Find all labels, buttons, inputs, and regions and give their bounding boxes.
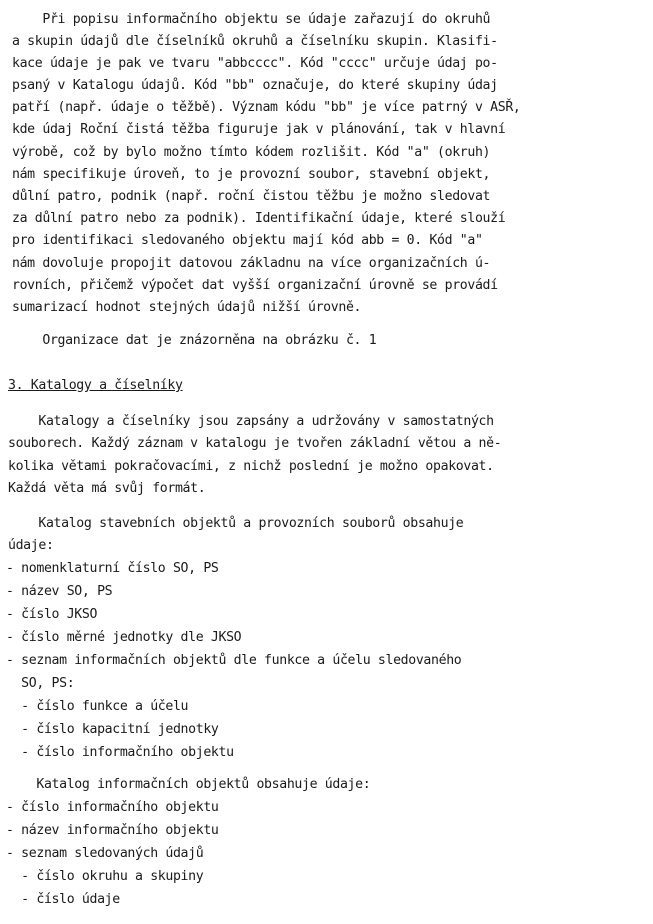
list-item: - číslo informačního objektu — [6, 800, 219, 815]
text-line: Katalog informačních objektů obsahuje údaje: — [6, 777, 371, 792]
text-line: Při popisu informačního objektu se údaje zařazují do okruhů — [12, 12, 491, 27]
list-item: - seznam informačních objektů dle funkce a účelu sledovaného — [6, 653, 462, 668]
text-line: za důlní patro nebo za podnik). Identifikační údaje, které slouží — [12, 211, 506, 226]
list-item: - číslo měrné jednotky dle JKSO — [6, 630, 242, 645]
text-line: kde údaj Roční čistá těžba figuruje jak v plánování, tak v hlavní — [12, 122, 506, 137]
text-line: a skupin údajů dle číselníků okruhů a číselníku skupin. Klasifi- — [12, 34, 498, 49]
section-heading: 3. Katalogy a číselníky — [8, 378, 183, 393]
list-item: - číslo informačního objektu — [6, 745, 234, 760]
list-item: SO, PS: — [6, 676, 75, 691]
text-line: Katalogy a číselníky jsou zapsány a udržovány v samostatných — [8, 414, 494, 429]
text-line: údaje: — [8, 538, 54, 553]
text-line: kolika větami pokračovacími, z nichž poslední je možno opakovat. — [8, 459, 494, 474]
figure-reference: Organizace dat je znázorněna na obrázku č. 1 — [12, 333, 377, 348]
text-line: důlní patro, podnik (např. roční čistou těžbu je možno sledovat — [12, 189, 491, 204]
text-line: Katalog stavebních objektů a provozních souborů obsahuje — [8, 516, 464, 531]
text-line: patří (např. údaje o těžbě). Význam kódu "bb" je více patrný v ASŘ, — [12, 100, 521, 115]
list-item: - číslo funkce a účelu — [6, 699, 189, 714]
list-item: - číslo kapacitní jednotky — [6, 722, 219, 737]
list-item: - číslo okruhu a skupiny — [6, 869, 204, 884]
list-item: - název informačního objektu — [6, 823, 219, 838]
list-item: - číslo údaje — [6, 892, 120, 907]
text-line: výrobě, což by bylo možno tímto kódem rozlišit. Kód "a" (okruh) — [12, 145, 491, 160]
text-line: Každá věta má svůj formát. — [8, 481, 206, 496]
list-item: - název SO, PS — [6, 584, 113, 599]
text-line: kace údaje je pak ve tvaru "abbcccc". Kód "cccc" určuje údaj po- — [12, 56, 498, 71]
text-line: rovních, přičemž výpočet dat vyšší organizační úrovně se provádí — [12, 278, 498, 293]
text-line: sumarizací hodnot stejných údajů nižší úrovně. — [12, 300, 362, 315]
list-item: - nomenklaturní číslo SO, PS — [6, 561, 219, 576]
text-line: nám specifikuje úroveň, to je provozní soubor, stavební objekt, — [12, 167, 491, 182]
text-line: souborech. Každý záznam v katalogu je tvořen základní větou a ně- — [8, 436, 502, 451]
text-line: pro identifikaci sledovaného objektu mají kód abb = 0. Kód "a" — [12, 233, 483, 248]
list-item: - číslo JKSO — [6, 607, 98, 622]
list-item: - seznam sledovaných údajů — [6, 846, 204, 861]
text-line: psaný v Katalogu údajů. Kód "bb" označuje, do které skupiny údaj — [12, 78, 498, 93]
text-line: nám dovoluje propojit datovou základnu na více organizačních ú- — [12, 256, 491, 271]
